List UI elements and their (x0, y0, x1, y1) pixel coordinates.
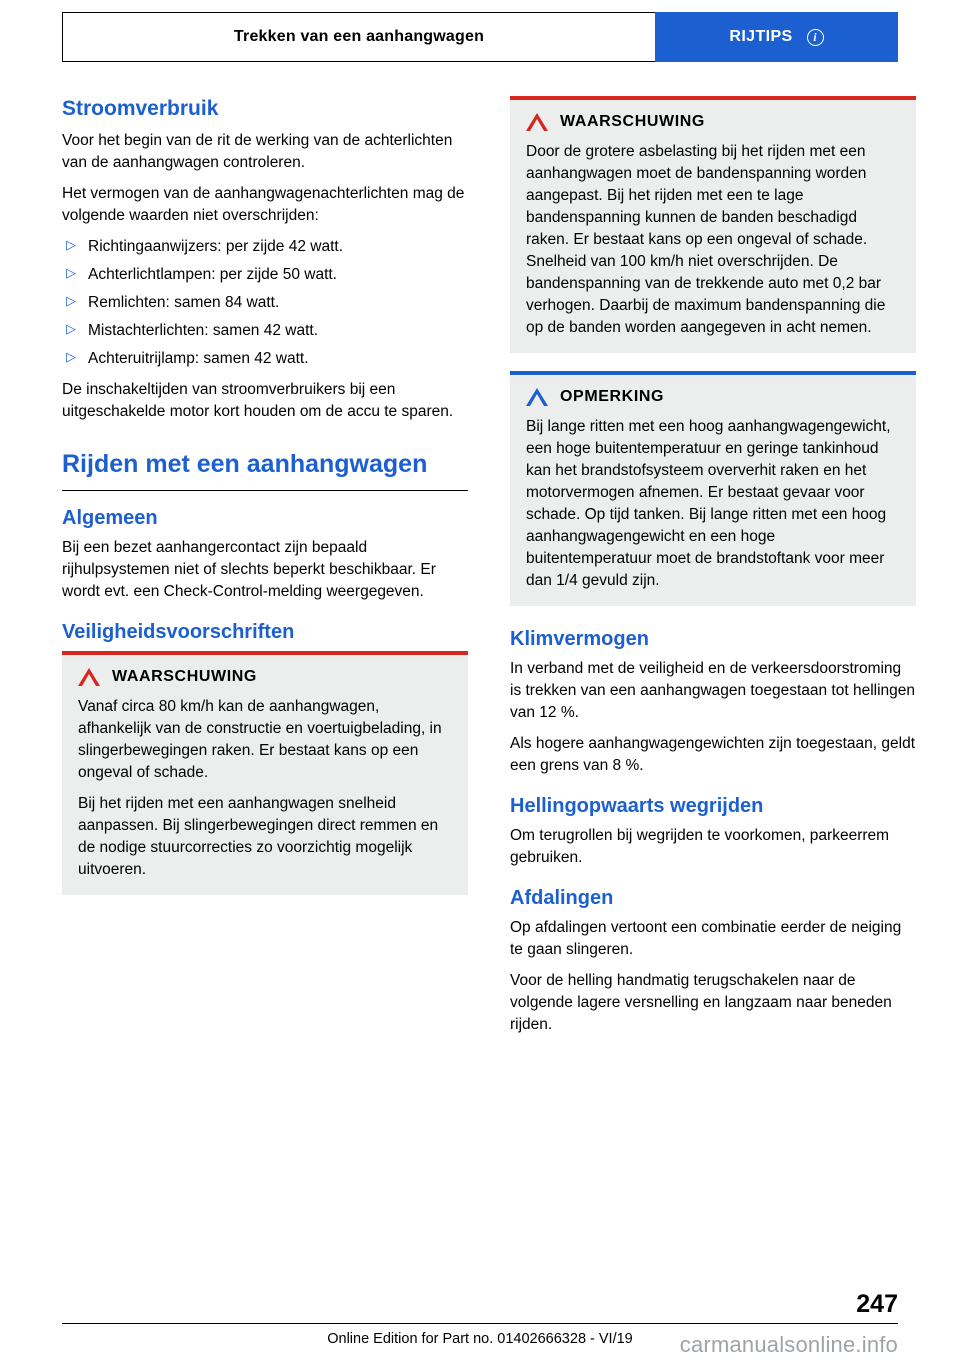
paragraph-afdalingen-1: Op afdalingen vertoont een combinatie eerder de neiging te gaan slingeren. (510, 919, 902, 958)
heading-hellingopwaarts-wegrijden: Hellingopwaarts wegrijden (510, 795, 764, 817)
note-box-header (526, 387, 900, 407)
header-tab-label: RIJTIPS (729, 28, 793, 45)
bullet-triangle-icon: ▷ (66, 349, 76, 365)
paragraph-klimvermogen-2: Als hogere aanhangwagengewichten zijn toegestaan, geldt een grens van 8 %. (510, 735, 916, 774)
note-box-label: OPMERKING (560, 388, 665, 405)
heading-stroomverbruik: Stroomverbruik (62, 97, 219, 120)
warning-box-paragraph-1: Door de grotere asbelasting bij het rijden met een aanhangwagen moet de bandenspanning worden aangepast. Bij het rijden met een te lage bandenspanning kunnen de banden beschadigd raken. Er bestaat kans op een ongeval of schade. Snelheid van 100 km/h niet overschrijden. De bandenspanning van de trekkende auto met 0,2 bar verhogen. Daarbij de maximum bandenspanning die op de banden worden aangegeven in acht nemen. (526, 143, 886, 336)
heading-afdalingen: Afdalingen (510, 887, 614, 909)
watermark: carmanualsonline.info (679, 1332, 898, 1357)
warning-box-label: WAARSCHUWING (560, 113, 705, 130)
list-item-label: Richtingaanwijzers: per zijde 42 watt. (88, 238, 344, 256)
warning-box-bandenspanning (510, 96, 916, 353)
left-column (62, 96, 468, 913)
heading-rijden-met-een-aanhangwagen: Rijden met een aanhangwagen (62, 449, 468, 490)
list-vermogen-waarden (62, 236, 468, 370)
warning-box-paragraph-1: Vanaf circa 80 km/h kan de aanhangwagen, afhankelijk van de constructie en voertuigbelading, in slingerbewegingen raken. Er bestaat kans op een ongeval of schade. (78, 697, 442, 781)
paragraph-afdalingen-2: Voor de helling handmatig terugschakelen naar de volgende lagere versnelling en langzaam naar beneden rijden. (510, 972, 892, 1033)
bullet-triangle-icon: ▷ (66, 237, 76, 253)
warning-triangle-icon: ! (78, 667, 100, 687)
paragraph-stroomverbruik-1: Voor het begin van de rit de werking van de achterlichten van de aanhangwagen controleren. (62, 132, 453, 172)
list-item-label: Mistachterlichten: samen 42 watt. (88, 322, 319, 340)
list-item (62, 348, 468, 370)
list-item-label: Remlichten: samen 84 watt. (88, 294, 280, 312)
list-item (62, 320, 468, 342)
header-title: Trekken van een aanhangwagen (62, 12, 655, 62)
heading-klimvermogen: Klimvermogen (510, 628, 649, 650)
paragraph-hellingopwaarts: Om terugrollen bij wegrijden te voorkomen, parkeerrem gebruiken. (510, 827, 890, 866)
paragraph-klimvermogen-1: In verband met de veiligheid en de verkeersdoorstroming is trekken van een aanhangwagen toegestaan tot hellingen van 12 %. (510, 660, 916, 721)
right-column (510, 96, 916, 1045)
warning-box-label: WAARSCHUWING (112, 667, 257, 685)
info-icon: i (807, 29, 824, 46)
list-item-label: Achteruitrijlamp: samen 42 watt. (88, 350, 309, 368)
heading-algemeen: Algemeen (62, 506, 158, 529)
page-header (62, 12, 898, 62)
list-item (62, 264, 468, 286)
header-tab-rijtips[interactable] (655, 12, 898, 62)
paragraph-stroomverbruik-3: De inschakeltijden van stroomverbruikers bij een uitgeschakelde motor kort houden om de accu te sparen. (62, 381, 454, 421)
list-item-label: Achterlichtlampen: per zijde 50 watt. (88, 266, 337, 284)
paragraph-stroomverbruik-2: Het vermogen van de aanhangwagenachterlichten mag de volgende waarden niet overschrijden: (62, 185, 465, 225)
paragraph-algemeen: Bij een bezet aanhangercontact zijn bepaald rijhulpsystemen niet of slechts beperkt beschikbaar. Er wordt evt. een Check-Control-melding weergegeven. (62, 538, 436, 600)
heading-veiligheidsvoorschriften: Veiligheidsvoorschriften (62, 620, 295, 643)
warning-box-header (526, 112, 900, 132)
bullet-triangle-icon: ▷ (66, 321, 76, 337)
note-box-paragraph-1: Bij lange ritten met een hoog aanhangwagengewicht, een hoge buitentemperatuur en geringe tankinhoud kan het brandstofsysteem oververhit raken en het motorvermogen afnemen. Er bestaat gevaar voor schade. Op tijd tanken. Bij lange ritten met een hoog aanhangwagengewicht en een hoge buitentemperatuur moet de brandstoftank voor meer dan 1/4 gevuld zijn. (526, 418, 891, 589)
warning-box-slingerbewegingen (62, 651, 468, 895)
note-triangle-icon: ! (526, 387, 548, 407)
bullet-triangle-icon: ▷ (66, 293, 76, 309)
bullet-triangle-icon: ▷ (66, 265, 76, 281)
list-item (62, 292, 468, 314)
warning-box-paragraph-2: Bij het rijden met een aanhangwagen snelheid aanpassen. Bij slingerbewegingen direct remmen en de nodige stuurcorrecties zo voorzichtig mogelijk uitvoeren. (78, 794, 439, 878)
footer-divider (62, 1323, 898, 1324)
footer-edition-text: Online Edition for Part no. 01402666328 - VI/19 (327, 1331, 633, 1347)
list-item (62, 236, 468, 258)
warning-triangle-icon: ! (526, 112, 548, 132)
warning-box-header (78, 667, 452, 687)
note-box-opmerking (510, 371, 916, 606)
page-number: 247 (856, 1290, 898, 1318)
